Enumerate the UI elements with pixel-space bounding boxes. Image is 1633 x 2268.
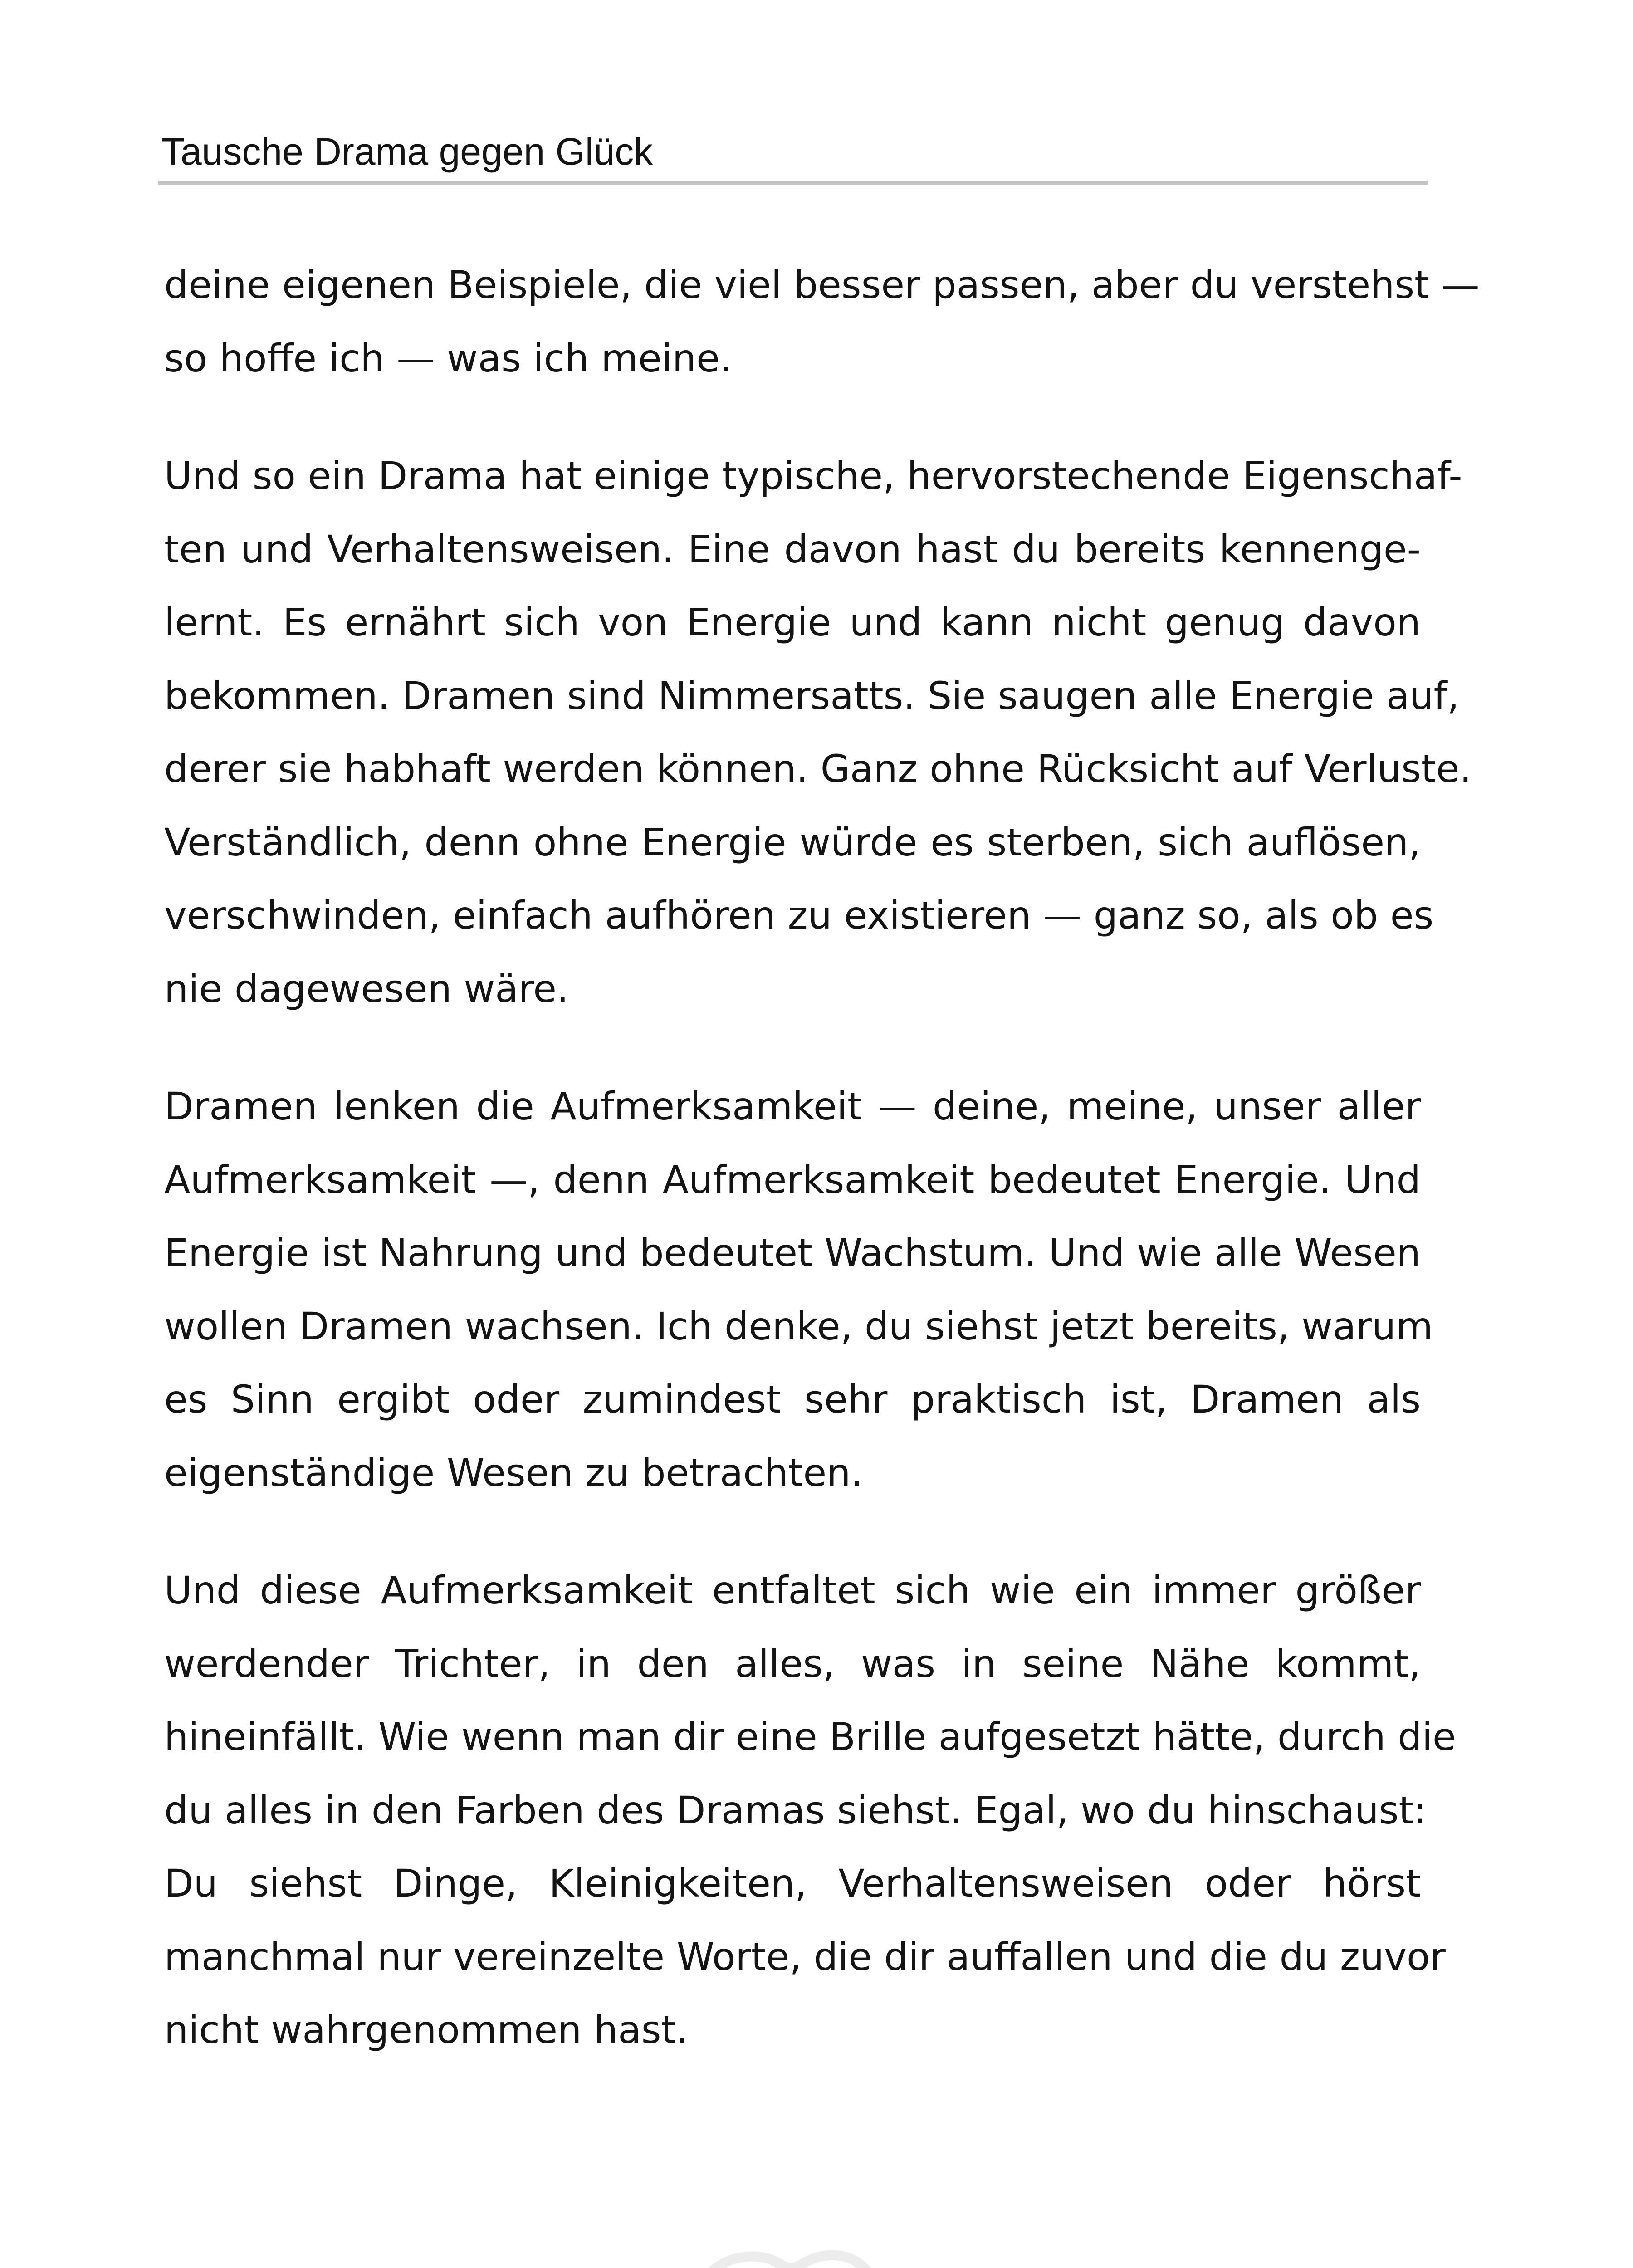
paragraph-spacer	[164, 1510, 1421, 1554]
text-line: deine eigenen Beispiele, die viel besser passen, aber du verstehst —	[164, 263, 1480, 307]
text-line: bekommen. Dramen sind Nimmersatts. Sie saugen alle Energie auf,	[164, 673, 1459, 718]
text-line: nicht wahrgenommen hast.	[164, 2008, 689, 2052]
paragraph-1	[164, 249, 1480, 395]
paragraph-spacer	[164, 1026, 1421, 1070]
text-line: manchmal nur vereinzelte Worte, die dir auffallen und die du zuvor	[164, 1934, 1446, 1979]
paragraph-3	[164, 1070, 1433, 1510]
text-line: lernt. Es ernährt sich von Energie und kann nicht genug davon	[164, 600, 1421, 645]
paragraph-4	[164, 1554, 1456, 2067]
text-line: Und diese Aufmerksamkeit entfaltet sich wie ein immer größer	[164, 1568, 1421, 1613]
text-line: derer sie habhaft werden können. Ganz ohne Rücksicht auf Verluste.	[164, 747, 1472, 791]
text-line: verschwinden, einfach aufhören zu existieren — ganz so, als ob es	[164, 893, 1434, 938]
tooth-outline	[684, 2255, 883, 2268]
text-line: ten und Verhaltensweisen. Eine davon hast du bereits kennenge-	[164, 527, 1421, 572]
text-line: eigenständige Wesen zu betrachten.	[164, 1450, 863, 1495]
running-head	[158, 123, 1428, 178]
text-line: so hoffe ich — was ich meine.	[164, 336, 732, 381]
text-line: hineinfällt. Wie wenn man dir eine Brille aufgesetzt hätte, durch die	[164, 1715, 1456, 1759]
paragraph-spacer	[164, 395, 1421, 440]
text-line: Verständlich, denn ohne Energie würde es sterben, sich auflösen,	[164, 820, 1421, 865]
text-line: Energie ist Nahrung und bedeutet Wachstum. Und wie alle Wesen	[164, 1231, 1421, 1275]
text-line: es Sinn ergibt oder zumindest sehr praktisch ist, Dramen als	[164, 1377, 1421, 1422]
text-line: Du siehst Dinge, Kleinigkeiten, Verhaltensweisen oder hörst	[164, 1861, 1421, 1906]
text-line: Und so ein Drama hat einige typische, hervorstechende Eigenschaf-	[164, 454, 1462, 498]
body-text	[164, 249, 1480, 2067]
paragraph-2	[164, 440, 1472, 1026]
tooth-watermark-icon	[671, 2214, 907, 2268]
text-line: Aufmerksamkeit —, denn Aufmerksamkeit bedeutet Energie. Und	[164, 1157, 1421, 1202]
header-rule	[158, 181, 1428, 185]
text-line: wollen Dramen wachsen. Ich denke, du siehst jetzt bereits, warum	[164, 1304, 1433, 1349]
text-line: werdender Trichter, in den alles, was in seine Nähe kommt,	[164, 1641, 1421, 1686]
text-line: Dramen lenken die Aufmerksamkeit — deine, meine, unser aller	[164, 1084, 1421, 1129]
text-line: du alles in den Farben des Dramas siehst. Egal, wo du hinschaust:	[164, 1788, 1427, 1833]
running-head-title: Tausche Drama gegen Glück	[161, 130, 653, 173]
text-line: nie dagewesen wäre.	[164, 966, 569, 1011]
